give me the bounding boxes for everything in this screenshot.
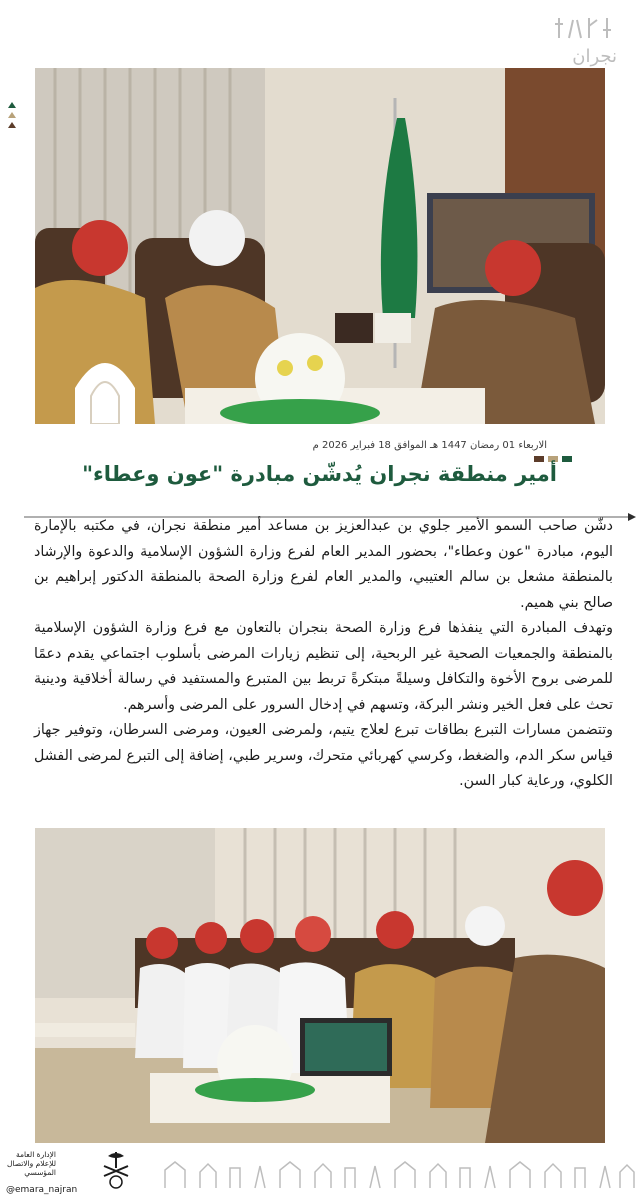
- meeting-photo: [35, 68, 605, 424]
- side-markers: [8, 102, 16, 132]
- article-body: [34, 514, 613, 795]
- divider: [24, 506, 636, 514]
- article-date: الاربعاء 01 رمضان 1447 هـ الموافق 18 فبراير 2026 م: [312, 440, 547, 451]
- paragraph-3: وتتضمن مسارات التبرع بطاقات تبرع لعلاج يتيم، ولمرضى العيون، ومرضى السرطان، وتوفير جهاز قياس سكر الدم، والضغط، وكرسي كهربائي متحرك، وسرير طبي، إضافة إلى التبرع لمرضى الفشل الكلوي، ورعاية كبار السن.: [34, 722, 613, 789]
- saudi-emblem-icon: [98, 1150, 134, 1190]
- attendees-photo: [35, 828, 605, 1143]
- footer-pattern: [160, 1160, 635, 1190]
- article-headline: أمير منطقة نجران يُدشّن مبادرة "عون وعطاء": [82, 462, 557, 486]
- logo-text: نجران: [572, 46, 617, 67]
- footer-org-name: الإدارة العامة للإعلام والاتصال المؤسسي: [6, 1150, 56, 1177]
- paragraph-2: وتهدف المبادرة التي ينفذها فرع وزارة الصحة بنجران بالتعاون مع فرع وزارة الشؤون الإسلامية بالمنطقة والجمعيات الصحية غير الربحية، إلى تنظيم زيارات المرضى بأسلوب اجتماعي يقدم دعمًا للمرضى بروح الأخوة والتكافل وسيلةً مبتكرةً تربط بين المتبرع والمستفيد في رسالة أخلاقية ودينية تحث على فعل الخير ونشر البركة، وتسهم في إدخال السرور على المرضى وأسرهم.: [34, 620, 613, 713]
- najran-logo: [551, 12, 621, 70]
- footer-handle[interactable]: @emara_najran: [6, 1185, 78, 1195]
- paragraph-1: دشّن صاحب السمو الأمير جلوي بن عبدالعزيز بن مساعد أمير منطقة نجران، في مكتبه بالإمارة اليوم، مبادرة "عون وعطاء"، بحضور المدير العام لفرع وزارة الشؤون الإسلامية والدعوة والإرشاد بالمنطقة مشعل بن سالم العتيبي، والمدير العام لفرع وزارة الصحة بالمنطقة الدكتور إبراهيم بن صالح بني هميم.: [34, 518, 613, 611]
